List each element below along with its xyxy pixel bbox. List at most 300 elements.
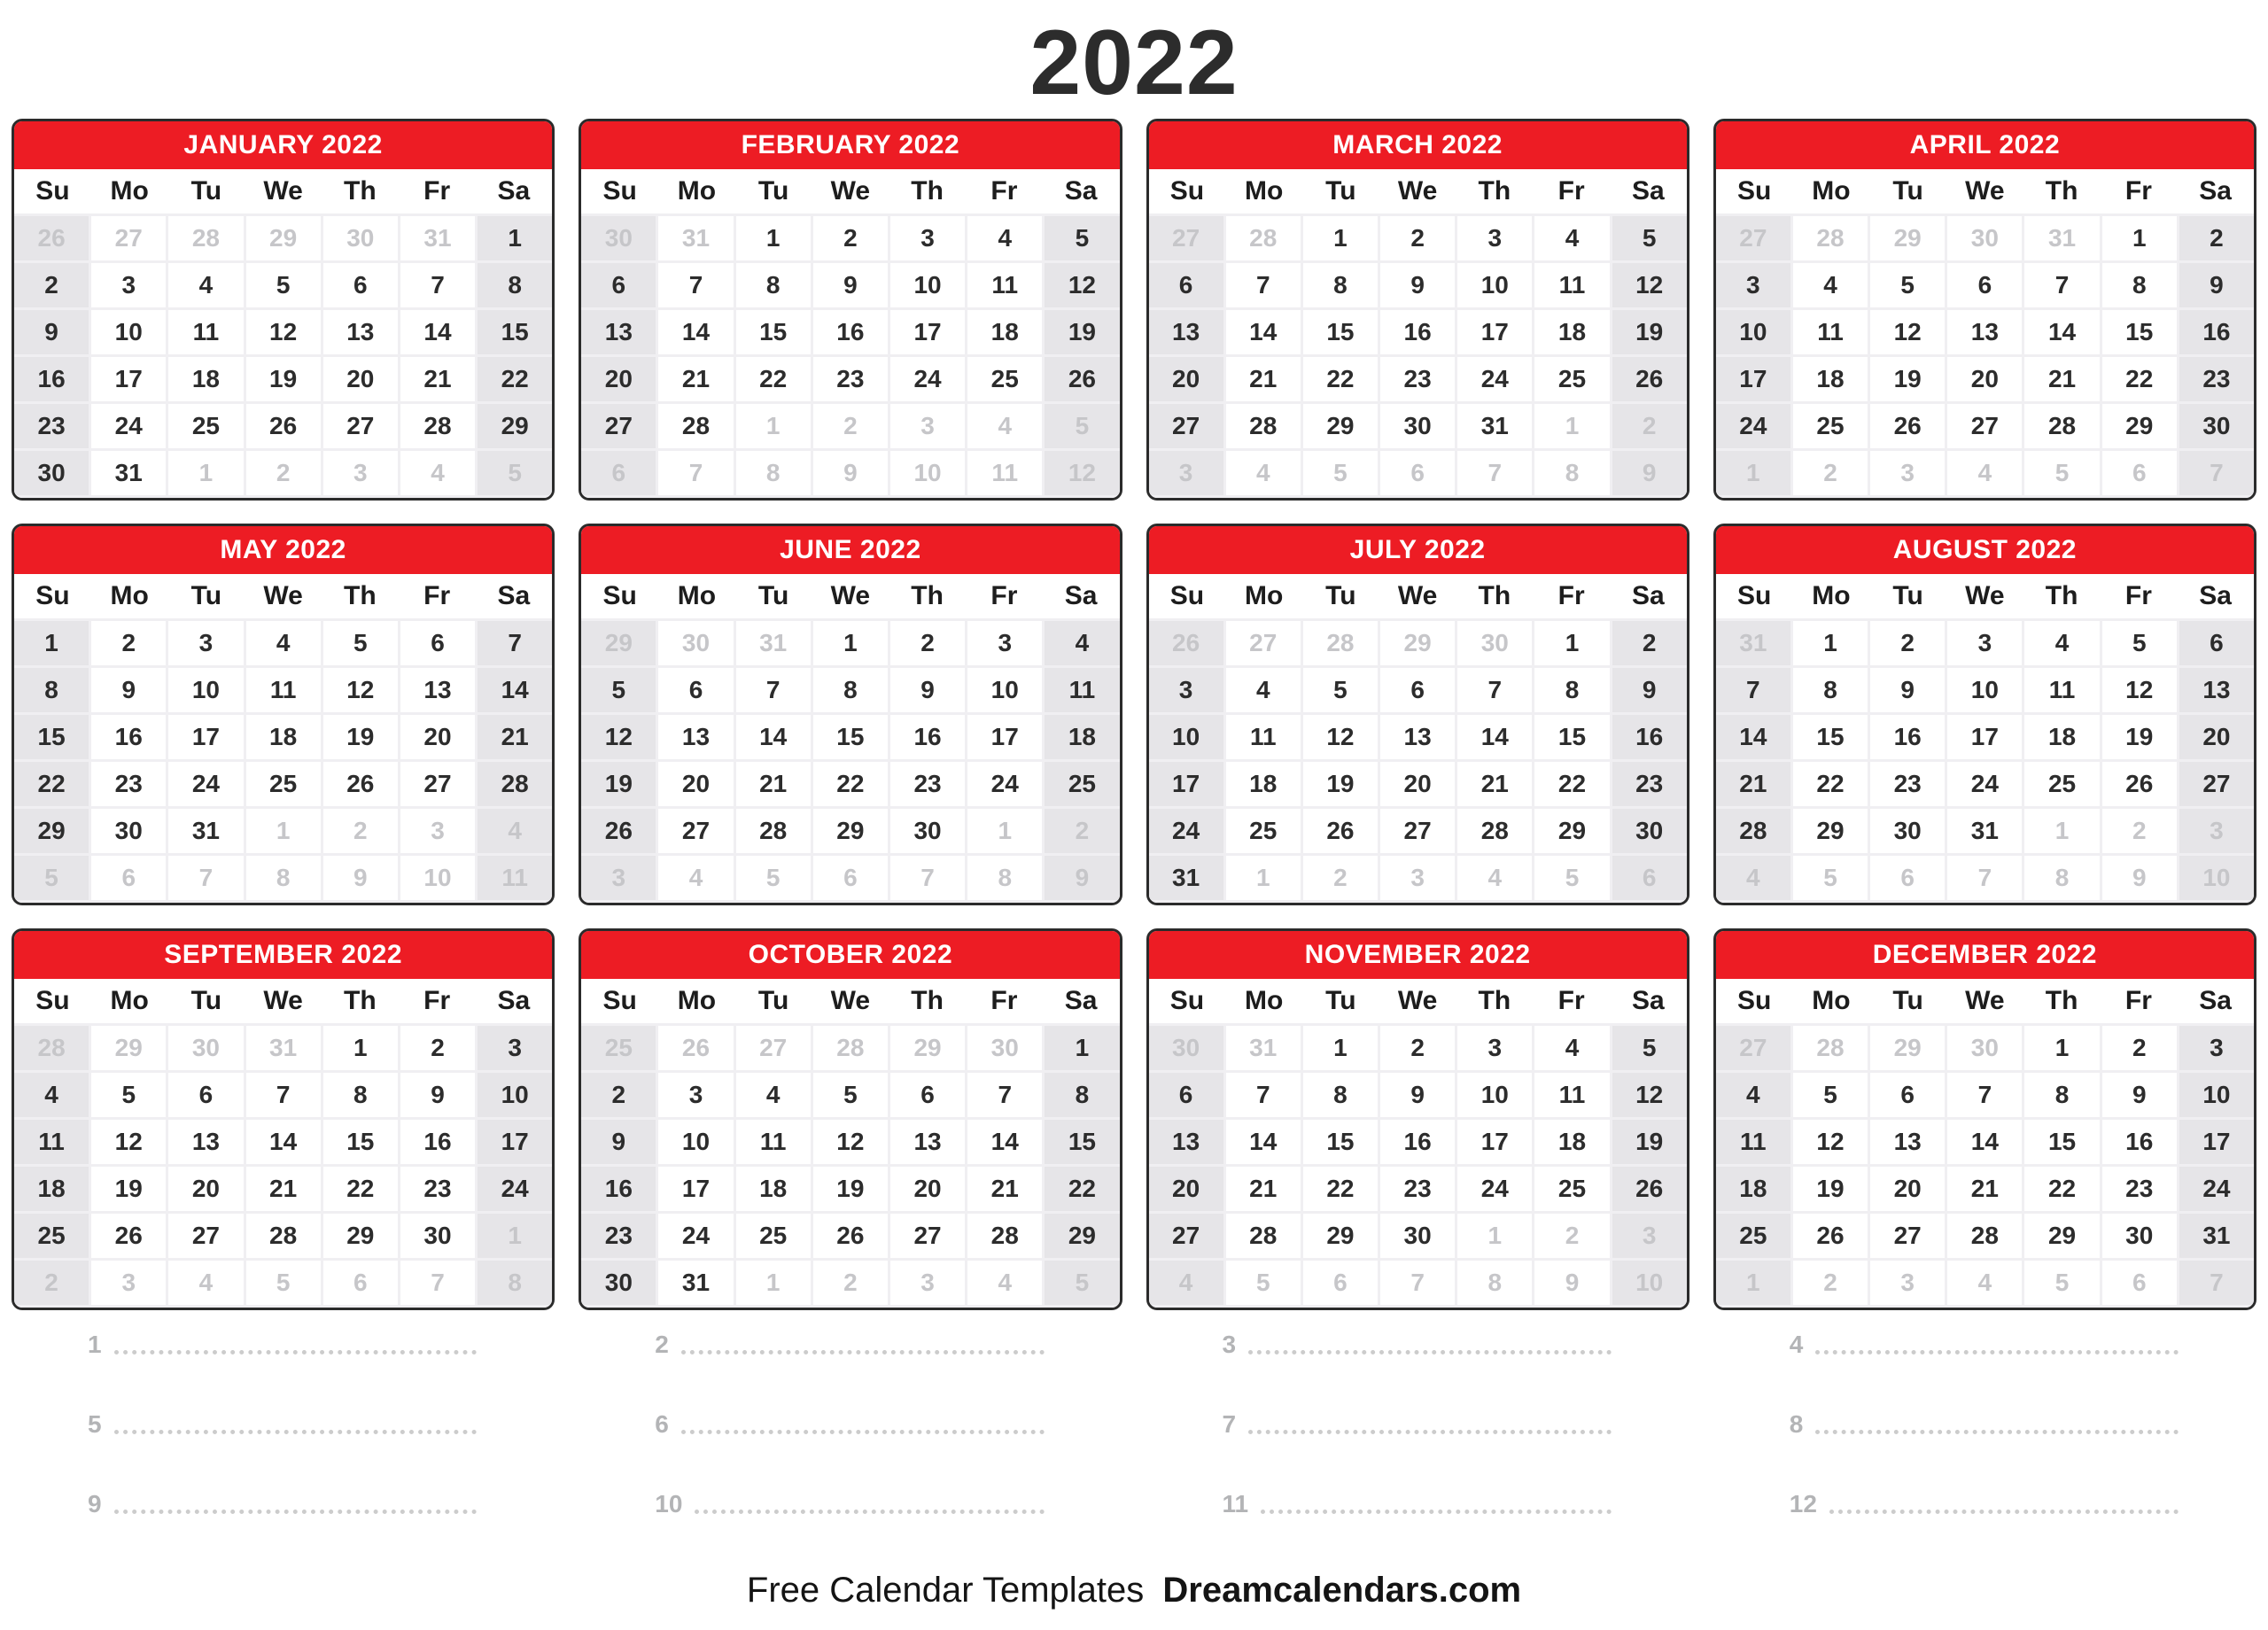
date-cell: 29 [323, 1214, 398, 1258]
date-cell: 11 [478, 856, 552, 900]
month-header-october: OCTOBER 2022 [581, 931, 1119, 979]
date-cell: 21 [736, 762, 811, 806]
date-cell: 5 [2102, 621, 2177, 665]
weekday-header-row [1149, 169, 1687, 213]
date-cell: 6 [1149, 263, 1223, 307]
date-cell: 8 [736, 263, 811, 307]
date-cell: 5 [1612, 216, 1687, 260]
date-cell: 31 [1716, 621, 1790, 665]
date-cell: 2 [14, 263, 89, 307]
date-cell: 27 [1870, 1214, 1945, 1258]
date-cell: 9 [2102, 1073, 2177, 1117]
weekday-label: Mo [677, 176, 717, 206]
date-cell: 17 [658, 1167, 733, 1211]
weekday-label: We [263, 176, 303, 206]
weekday-label: We [1397, 986, 1438, 1016]
date-cell: 8 [813, 668, 888, 712]
date-cell: 6 [1870, 856, 1945, 900]
date-cell: 11 [736, 1120, 811, 1164]
date-cell: 6 [1870, 1073, 1945, 1117]
date-cell: 27 [658, 809, 733, 853]
date-cell: 19 [1793, 1167, 1868, 1211]
date-cell: 15 [1303, 1120, 1378, 1164]
weekday-label: Fr [1557, 581, 1585, 611]
date-cell: 19 [1870, 357, 1945, 401]
date-cell: 22 [736, 357, 811, 401]
weekday-label: Su [1736, 176, 1772, 206]
date-cell: 31 [658, 1261, 733, 1305]
note-number: 11 [1222, 1490, 1249, 1518]
weekday-header-row [1149, 979, 1687, 1023]
date-cell: 22 [1303, 357, 1378, 401]
footer-brand-link[interactable]: Dreamcalendars.com [1162, 1571, 1522, 1610]
month-header-september: SEPTEMBER 2022 [14, 931, 552, 979]
date-cell: 16 [14, 357, 89, 401]
date-cell: 4 [1045, 621, 1119, 665]
date-cell: 1 [478, 1214, 552, 1258]
date-cell: 27 [1226, 621, 1301, 665]
date-cell: 9 [14, 310, 89, 354]
date-cell: 13 [400, 668, 475, 712]
date-cell: 26 [1612, 1167, 1687, 1211]
weekday-label: Sa [1064, 581, 1098, 611]
date-cell: 25 [168, 404, 243, 448]
date-cell: 12 [1612, 263, 1687, 307]
date-cell: 21 [400, 357, 475, 401]
note-line-5 [12, 1404, 555, 1484]
date-cell: 7 [1226, 263, 1301, 307]
date-cell: 10 [1612, 1261, 1687, 1305]
date-cell: 27 [1149, 1214, 1223, 1258]
weekday-label: Tu [757, 986, 789, 1016]
date-cell: 25 [1716, 1214, 1790, 1258]
date-cell: 16 [91, 715, 166, 759]
date-cell: 31 [400, 216, 475, 260]
date-cell: 22 [813, 762, 888, 806]
date-cell: 11 [1045, 668, 1119, 712]
weekday-label: Fr [2124, 581, 2152, 611]
date-cell: 22 [1045, 1167, 1119, 1211]
date-cell: 14 [400, 310, 475, 354]
date-cell: 31 [91, 451, 166, 495]
dates-grid [14, 1023, 552, 1308]
date-cell: 22 [478, 357, 552, 401]
date-cell: 12 [1793, 1120, 1868, 1164]
date-cell: 15 [736, 310, 811, 354]
date-cell: 2 [813, 404, 888, 448]
date-cell: 7 [1947, 1073, 2022, 1117]
date-cell: 8 [1534, 451, 1609, 495]
date-cell: 5 [1303, 668, 1378, 712]
dates-grid [14, 213, 552, 498]
date-cell: 26 [581, 809, 656, 853]
date-cell: 3 [1457, 216, 1532, 260]
date-cell: 2 [1612, 404, 1687, 448]
date-cell: 22 [1303, 1167, 1378, 1211]
date-cell: 3 [91, 1261, 166, 1305]
date-cell: 29 [478, 404, 552, 448]
date-cell: 3 [1380, 856, 1455, 900]
date-cell: 4 [1793, 263, 1868, 307]
date-cell: 6 [581, 451, 656, 495]
date-cell: 12 [581, 715, 656, 759]
date-cell: 25 [1793, 404, 1868, 448]
date-cell: 1 [2024, 809, 2099, 853]
date-cell: 26 [1303, 809, 1378, 853]
date-cell: 13 [1380, 715, 1455, 759]
month-card-february [579, 119, 1122, 501]
date-cell: 5 [1226, 1261, 1301, 1305]
note-dotted-line [1248, 1411, 1612, 1434]
date-cell: 27 [400, 762, 475, 806]
date-cell: 19 [1612, 1120, 1687, 1164]
note-line-8 [1713, 1404, 2256, 1484]
date-cell: 7 [168, 856, 243, 900]
date-cell: 11 [967, 451, 1042, 495]
date-cell: 30 [1380, 1214, 1455, 1258]
date-cell: 7 [967, 1073, 1042, 1117]
date-cell: 27 [1149, 404, 1223, 448]
weekday-label: Su [1169, 581, 1205, 611]
date-cell: 21 [967, 1167, 1042, 1211]
date-cell: 29 [2102, 404, 2177, 448]
date-cell: 2 [1534, 1214, 1609, 1258]
date-cell: 18 [1045, 715, 1119, 759]
date-cell: 6 [1303, 1261, 1378, 1305]
weekday-label: Sa [1632, 581, 1665, 611]
weekday-header-row [14, 574, 552, 618]
date-cell: 17 [2179, 1120, 2254, 1164]
weekday-header-row [581, 169, 1119, 213]
date-cell: 28 [1226, 404, 1301, 448]
date-cell: 7 [2179, 451, 2254, 495]
date-cell: 27 [890, 1214, 965, 1258]
note-dotted-line [1261, 1491, 1612, 1514]
date-cell: 5 [1045, 1261, 1119, 1305]
date-cell: 3 [91, 263, 166, 307]
date-cell: 23 [581, 1214, 656, 1258]
date-cell: 1 [1534, 404, 1609, 448]
date-cell: 14 [967, 1120, 1042, 1164]
date-cell: 3 [967, 621, 1042, 665]
date-cell: 5 [581, 668, 656, 712]
weekday-label: We [1397, 176, 1438, 206]
note-number: 12 [1789, 1490, 1817, 1518]
date-cell: 29 [581, 621, 656, 665]
date-cell: 24 [478, 1167, 552, 1211]
weekday-label: Mo [110, 986, 149, 1016]
date-cell: 1 [736, 404, 811, 448]
date-cell: 7 [736, 668, 811, 712]
date-cell: 20 [1380, 762, 1455, 806]
date-cell: 30 [1947, 1026, 2022, 1070]
date-cell: 27 [581, 404, 656, 448]
note-number: 1 [88, 1331, 102, 1359]
date-cell: 25 [1226, 809, 1301, 853]
date-cell: 12 [2102, 668, 2177, 712]
date-cell: 18 [1793, 357, 1868, 401]
date-cell: 13 [658, 715, 733, 759]
note-number: 8 [1789, 1410, 1804, 1439]
date-cell: 27 [1947, 404, 2022, 448]
note-dotted-line [114, 1491, 478, 1514]
date-cell: 7 [2024, 263, 2099, 307]
date-cell: 3 [1870, 1261, 1945, 1305]
date-cell: 4 [1457, 856, 1532, 900]
weekday-label: Tu [1892, 176, 1923, 206]
weekday-label: Sa [2199, 176, 2232, 206]
date-cell: 25 [736, 1214, 811, 1258]
date-cell: 8 [2102, 263, 2177, 307]
date-cell: 26 [658, 1026, 733, 1070]
date-cell: 1 [1226, 856, 1301, 900]
date-cell: 30 [1612, 809, 1687, 853]
weekday-label: Tu [757, 581, 789, 611]
note-number: 9 [88, 1490, 102, 1518]
weekday-label: Fr [423, 176, 451, 206]
weekday-header-row [14, 169, 552, 213]
month-card-january [12, 119, 555, 501]
dates-grid [1149, 618, 1687, 903]
weekday-label: We [830, 986, 871, 1016]
date-cell: 3 [2179, 1026, 2254, 1070]
weekday-label: Sa [1064, 176, 1098, 206]
date-cell: 3 [400, 809, 475, 853]
date-cell: 24 [1716, 404, 1790, 448]
date-cell: 10 [890, 451, 965, 495]
date-cell: 7 [1457, 668, 1532, 712]
date-cell: 1 [967, 809, 1042, 853]
date-cell: 28 [168, 216, 243, 260]
date-cell: 14 [736, 715, 811, 759]
date-cell: 19 [813, 1167, 888, 1211]
weekday-label: Su [602, 176, 637, 206]
date-cell: 5 [246, 1261, 321, 1305]
weekday-label: Mo [1244, 581, 1284, 611]
date-cell: 24 [890, 357, 965, 401]
date-cell: 4 [168, 263, 243, 307]
date-cell: 7 [400, 1261, 475, 1305]
month-card-march [1146, 119, 1689, 501]
date-cell: 7 [1457, 451, 1532, 495]
date-cell: 22 [2024, 1167, 2099, 1211]
weekday-label: Mo [1812, 581, 1851, 611]
date-cell: 15 [1793, 715, 1868, 759]
weekday-label: We [1397, 581, 1438, 611]
date-cell: 25 [1534, 357, 1609, 401]
date-cell: 31 [168, 809, 243, 853]
date-cell: 29 [1870, 1026, 1945, 1070]
date-cell: 16 [1380, 310, 1455, 354]
date-cell: 10 [478, 1073, 552, 1117]
weekday-label: We [263, 581, 303, 611]
date-cell: 9 [1870, 668, 1945, 712]
weekday-label: We [830, 581, 871, 611]
date-cell: 7 [478, 621, 552, 665]
date-cell: 4 [1716, 1073, 1790, 1117]
date-cell: 9 [1534, 1261, 1609, 1305]
date-cell: 9 [1612, 451, 1687, 495]
weekday-label: Th [1478, 986, 1511, 1016]
date-cell: 15 [1534, 715, 1609, 759]
weekday-label: Su [35, 176, 70, 206]
note-line-1 [12, 1324, 555, 1404]
date-cell: 21 [1947, 1167, 2022, 1211]
date-cell: 28 [1457, 809, 1532, 853]
date-cell: 15 [1303, 310, 1378, 354]
date-cell: 28 [1226, 216, 1301, 260]
date-cell: 10 [2179, 1073, 2254, 1117]
date-cell: 8 [478, 1261, 552, 1305]
date-cell: 8 [14, 668, 89, 712]
date-cell: 4 [967, 1261, 1042, 1305]
date-cell: 17 [967, 715, 1042, 759]
weekday-label: Fr [1557, 986, 1585, 1016]
date-cell: 25 [581, 1026, 656, 1070]
date-cell: 14 [2024, 310, 2099, 354]
date-cell: 4 [2024, 621, 2099, 665]
date-cell: 6 [581, 263, 656, 307]
date-cell: 31 [2179, 1214, 2254, 1258]
date-cell: 2 [323, 809, 398, 853]
weekday-label: Th [344, 986, 377, 1016]
date-cell: 5 [246, 263, 321, 307]
date-cell: 1 [2102, 216, 2177, 260]
date-cell: 22 [1534, 762, 1609, 806]
date-cell: 29 [91, 1026, 166, 1070]
month-card-december [1713, 928, 2256, 1310]
date-cell: 8 [246, 856, 321, 900]
dates-grid [1716, 213, 2254, 498]
date-cell: 11 [1716, 1120, 1790, 1164]
date-cell: 31 [1226, 1026, 1301, 1070]
date-cell: 25 [2024, 762, 2099, 806]
date-cell: 26 [813, 1214, 888, 1258]
date-cell: 11 [1226, 715, 1301, 759]
date-cell: 30 [2179, 404, 2254, 448]
date-cell: 24 [1457, 357, 1532, 401]
date-cell: 5 [1793, 856, 1868, 900]
date-cell: 26 [2102, 762, 2177, 806]
weekday-label: Fr [990, 176, 1018, 206]
month-card-october [579, 928, 1122, 1310]
date-cell: 22 [1793, 762, 1868, 806]
date-cell: 23 [1612, 762, 1687, 806]
date-cell: 2 [1870, 621, 1945, 665]
weekday-header-row [581, 979, 1119, 1023]
date-cell: 25 [967, 357, 1042, 401]
date-cell: 30 [2102, 1214, 2177, 1258]
date-cell: 19 [581, 762, 656, 806]
date-cell: 29 [1534, 809, 1609, 853]
dates-grid [581, 213, 1119, 498]
date-cell: 30 [14, 451, 89, 495]
date-cell: 7 [1226, 1073, 1301, 1117]
date-cell: 30 [91, 809, 166, 853]
date-cell: 31 [1457, 404, 1532, 448]
date-cell: 6 [91, 856, 166, 900]
date-cell: 31 [2024, 216, 2099, 260]
date-cell: 2 [400, 1026, 475, 1070]
weekday-label: Th [2045, 986, 2078, 1016]
weekday-label: Sa [1632, 986, 1665, 1016]
date-cell: 6 [1149, 1073, 1223, 1117]
date-cell: 27 [323, 404, 398, 448]
date-cell: 5 [478, 451, 552, 495]
note-number: 4 [1789, 1331, 1804, 1359]
date-cell: 18 [736, 1167, 811, 1211]
date-cell: 28 [246, 1214, 321, 1258]
date-cell: 7 [400, 263, 475, 307]
date-cell: 13 [168, 1120, 243, 1164]
date-cell: 27 [1716, 216, 1790, 260]
date-cell: 29 [1870, 216, 1945, 260]
note-dotted-line [1248, 1331, 1612, 1354]
weekday-label: We [830, 176, 871, 206]
weekday-header-row [1716, 169, 2254, 213]
weekday-label: Fr [990, 581, 1018, 611]
date-cell: 18 [246, 715, 321, 759]
date-cell: 23 [890, 762, 965, 806]
note-line-11 [1146, 1484, 1689, 1564]
date-cell: 31 [1947, 809, 2022, 853]
date-cell: 31 [1149, 856, 1223, 900]
date-cell: 14 [1716, 715, 1790, 759]
date-cell: 7 [658, 451, 733, 495]
weekday-label: Su [1736, 581, 1772, 611]
weekday-label: Tu [1325, 986, 1356, 1016]
weekday-label: We [1965, 581, 2005, 611]
date-cell: 28 [1303, 621, 1378, 665]
date-cell: 20 [323, 357, 398, 401]
date-cell: 27 [736, 1026, 811, 1070]
date-cell: 8 [2024, 856, 2099, 900]
date-cell: 12 [91, 1120, 166, 1164]
date-cell: 10 [91, 310, 166, 354]
date-cell: 12 [1612, 1073, 1687, 1117]
weekday-label: Fr [1557, 176, 1585, 206]
date-cell: 8 [1303, 1073, 1378, 1117]
date-cell: 2 [1793, 1261, 1868, 1305]
month-header-june: JUNE 2022 [581, 526, 1119, 574]
note-number: 6 [655, 1410, 669, 1439]
date-cell: 8 [1303, 263, 1378, 307]
date-cell: 20 [1870, 1167, 1945, 1211]
date-cell: 24 [168, 762, 243, 806]
date-cell: 16 [813, 310, 888, 354]
date-cell: 9 [2102, 856, 2177, 900]
weekday-label: Th [911, 986, 944, 1016]
date-cell: 22 [323, 1167, 398, 1211]
date-cell: 7 [1716, 668, 1790, 712]
date-cell: 4 [400, 451, 475, 495]
date-cell: 2 [14, 1261, 89, 1305]
date-cell: 21 [1226, 1167, 1301, 1211]
date-cell: 17 [890, 310, 965, 354]
date-cell: 21 [658, 357, 733, 401]
date-cell: 14 [246, 1120, 321, 1164]
date-cell: 20 [658, 762, 733, 806]
footer-text: Free Calendar Templates [746, 1571, 1145, 1610]
date-cell: 25 [1045, 762, 1119, 806]
date-cell: 28 [478, 762, 552, 806]
date-cell: 9 [581, 1120, 656, 1164]
note-line-7 [1146, 1404, 1689, 1484]
date-cell: 2 [246, 451, 321, 495]
weekday-header-row [14, 979, 552, 1023]
date-cell: 6 [813, 856, 888, 900]
date-cell: 5 [14, 856, 89, 900]
